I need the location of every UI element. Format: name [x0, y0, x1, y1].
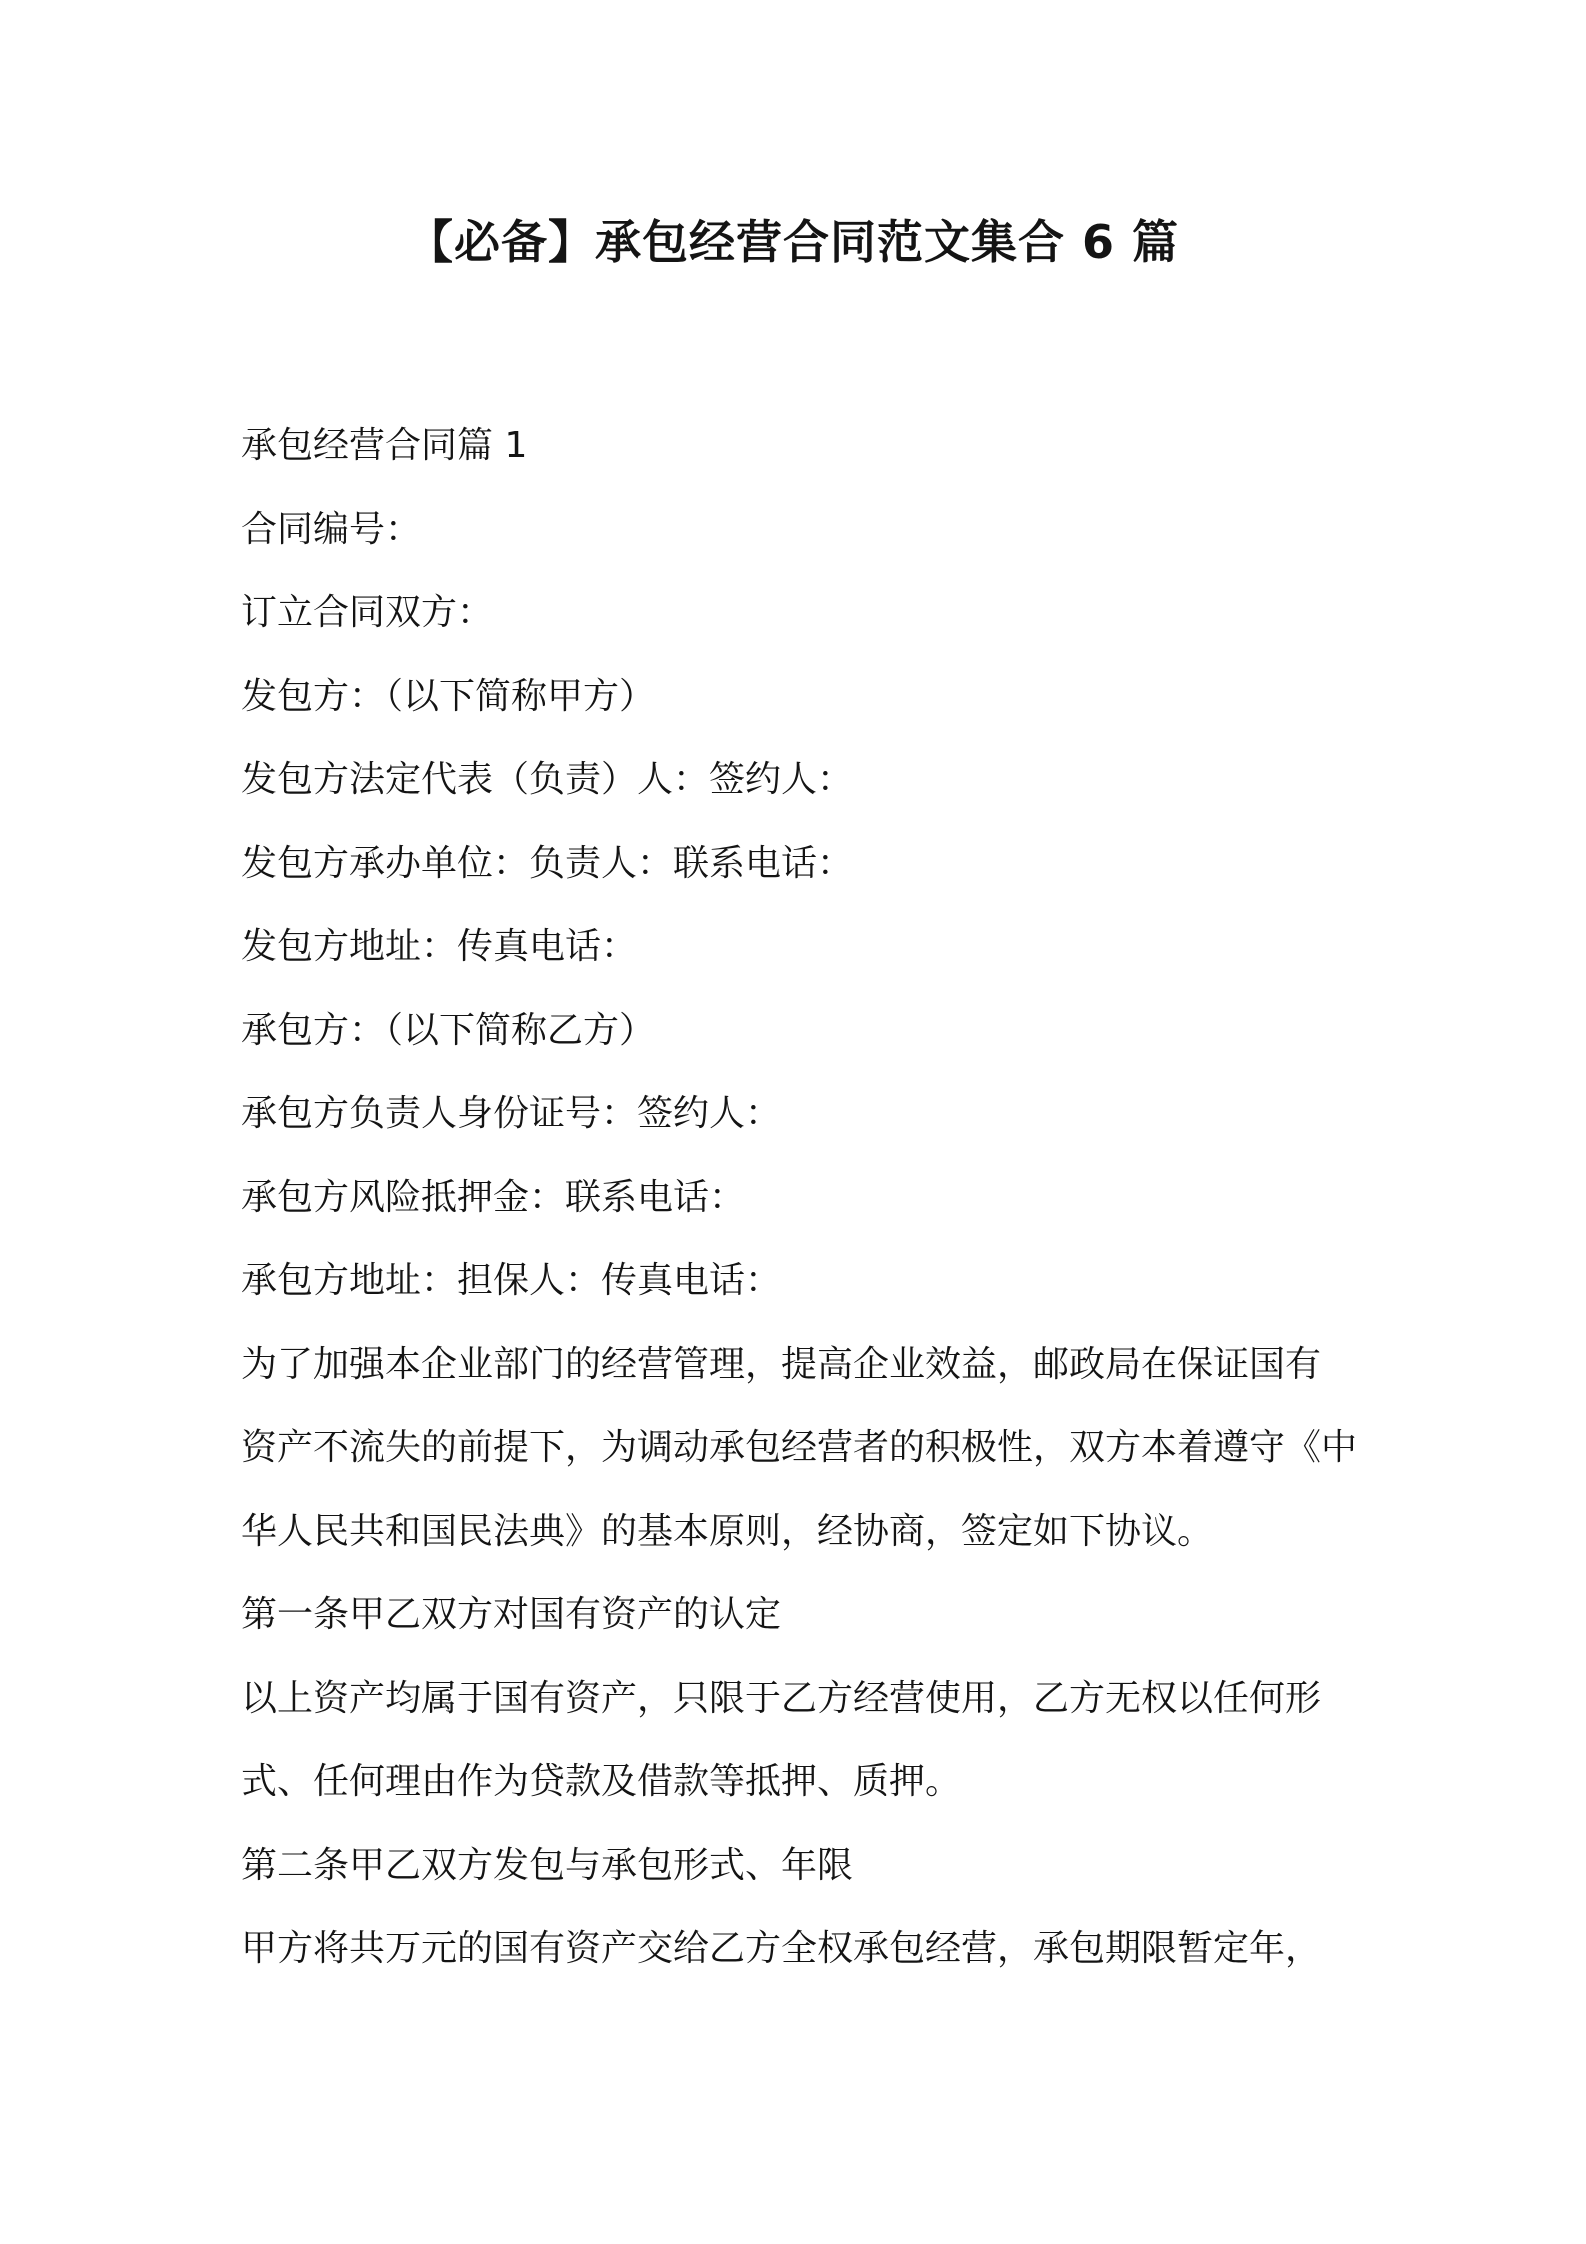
document-title: 【必备】承包经营合同范文集合 6 篇 — [406, 215, 1180, 269]
employer-unit-line: 发包方承办单位：负责人：联系电话： — [241, 842, 854, 884]
preamble-line-1: 为了加强本企业部门的经营管理，提高企业效益，邮政局在保证国有 — [241, 1343, 1322, 1385]
employer-representative-line: 发包方法定代表（负责）人：签约人： — [241, 759, 854, 800]
preamble-line-3: 华人民共和国民法典》的基本原则，经协商，签定如下协议。 — [241, 1510, 1214, 1552]
article-2-heading: 第二条甲乙双方发包与承包形式、年限 — [241, 1844, 854, 1886]
article-1-line-2: 式、任何理由作为贷款及借款等抵押、质押。 — [241, 1761, 962, 1802]
preamble-line-2: 资产不流失的前提下，为调动承包经营者的积极性，双方本着遵守《中 — [241, 1427, 1358, 1468]
parties-label: 订立合同双方： — [241, 592, 494, 633]
contractor-deposit-line: 承包方风险抵押金：联系电话： — [241, 1176, 746, 1218]
employer-address-line: 发包方地址：传真电话： — [241, 926, 638, 967]
article-1-line-1: 以上资产均属于国有资产，只限于乙方经营使用，乙方无权以任何形 — [241, 1677, 1322, 1719]
contractor-address-line: 承包方地址：担保人：传真电话： — [241, 1260, 782, 1301]
document-body — [241, 404, 1361, 1991]
article-2-line-1: 甲方将共万元的国有资产交给乙方全权承包经营，承包期限暂定年， — [241, 1928, 1322, 1969]
article-1-heading: 第一条甲乙双方对国有资产的认定 — [241, 1594, 782, 1635]
section-heading: 承包经营合同篇 1 — [241, 425, 528, 466]
contractor-id-line: 承包方负责人身份证号：签约人： — [241, 1093, 782, 1134]
employer-line: 发包方：（以下简称甲方） — [241, 675, 656, 717]
contract-number-field: 合同编号： — [241, 508, 422, 550]
contractor-line: 承包方：（以下简称乙方） — [241, 1009, 656, 1051]
